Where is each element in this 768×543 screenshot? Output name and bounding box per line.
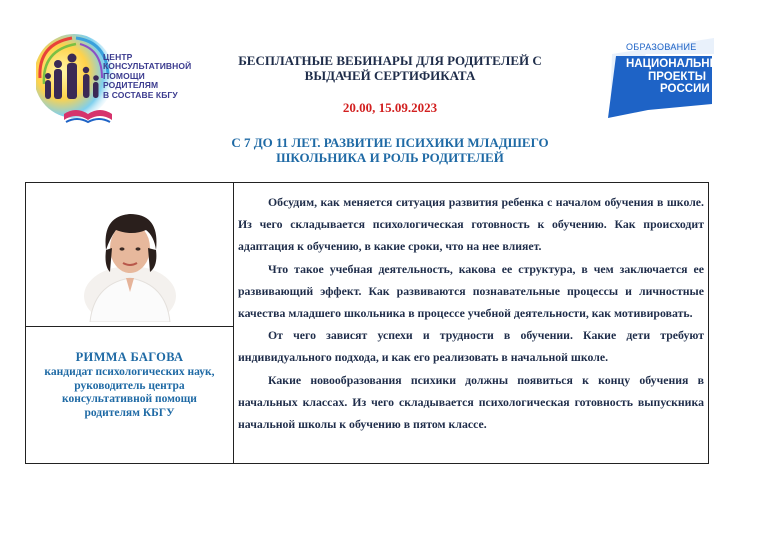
webinar-description	[238, 191, 704, 435]
description-paragraph: От чего зависят успехи и трудности в обучении. Какие дети требуют индивидуального подхода, и как его реализовать в начальной школе.	[238, 328, 704, 365]
speaker-name: РИММА БАГОВА	[75, 350, 184, 364]
event-date: 20.00, 15.09.2023	[342, 100, 438, 115]
description-paragraph: Какие новообразования психики должны появиться к концу обучения в начальных классах. Из чего складывается психологическая готовность выпускника начальной школы к обучению в пятом классе.	[238, 372, 704, 432]
logo-text-line: ПОМОЩИ	[103, 70, 145, 81]
logo-education-label: ОБРАЗОВАНИЕ	[626, 42, 697, 52]
logo-line: ПРОЕКТЫ	[648, 70, 706, 83]
logo-national-projects-label	[620, 58, 729, 96]
speaker-photo	[80, 186, 180, 322]
table-row-divider	[25, 326, 234, 327]
logo-text-line: В СОСТАВЕ КБГУ	[103, 89, 178, 100]
credential-line: родителям КБГУ	[84, 406, 175, 419]
topic-line: ШКОЛЬНИКА И РОЛЬ РОДИТЕЛЕЙ	[276, 150, 504, 165]
speaker-credentials	[30, 366, 229, 420]
title-line: БЕСПЛАТНЫЕ ВЕБИНАРЫ ДЛЯ РОДИТЕЛЕЙ С	[238, 53, 542, 68]
credential-line: кандидат психологических наук,	[44, 366, 215, 378]
logo-text-line: РОДИТЕЛЯМ	[103, 80, 159, 91]
credential-line: консультативной помощи	[62, 393, 197, 405]
credential-line: руководитель центра	[74, 379, 185, 392]
logo-text-line: ЦЕНТР	[103, 52, 133, 62]
webinar-topic	[150, 135, 630, 165]
logo-line: НАЦИОНАЛЬНЫЕ	[626, 58, 729, 70]
logo-text-line: КОНСУЛЬТАТИВНОЙ	[103, 61, 192, 72]
table-column-divider	[233, 182, 234, 464]
description-paragraph: Что такое учебная деятельность, какова ее структура, в чем заключается ее развивающий эффект. Как развиваются познавательные процессы и личностные качества младшего школьника в процессе учебной деятельности, как мотивировать.	[238, 261, 704, 321]
page-title	[190, 53, 590, 83]
title-line: ВЫДАЧЕЙ СЕРТИФИКАТА	[304, 68, 476, 83]
description-paragraph: Обсудим, как меняется ситуация развития ребенка с началом обучения в школе. Из чего складывается психологическая готовность к обучению. Как происходит адаптация к обучению, в какие сроки, что на нее влияет.	[238, 195, 704, 254]
center-logo-text	[103, 52, 192, 100]
logo-line: РОССИИ	[660, 83, 710, 95]
topic-line: С 7 ДО 11 ЛЕТ. РАЗВИТИЕ ПСИХИКИ МЛАДШЕГО	[231, 135, 549, 150]
